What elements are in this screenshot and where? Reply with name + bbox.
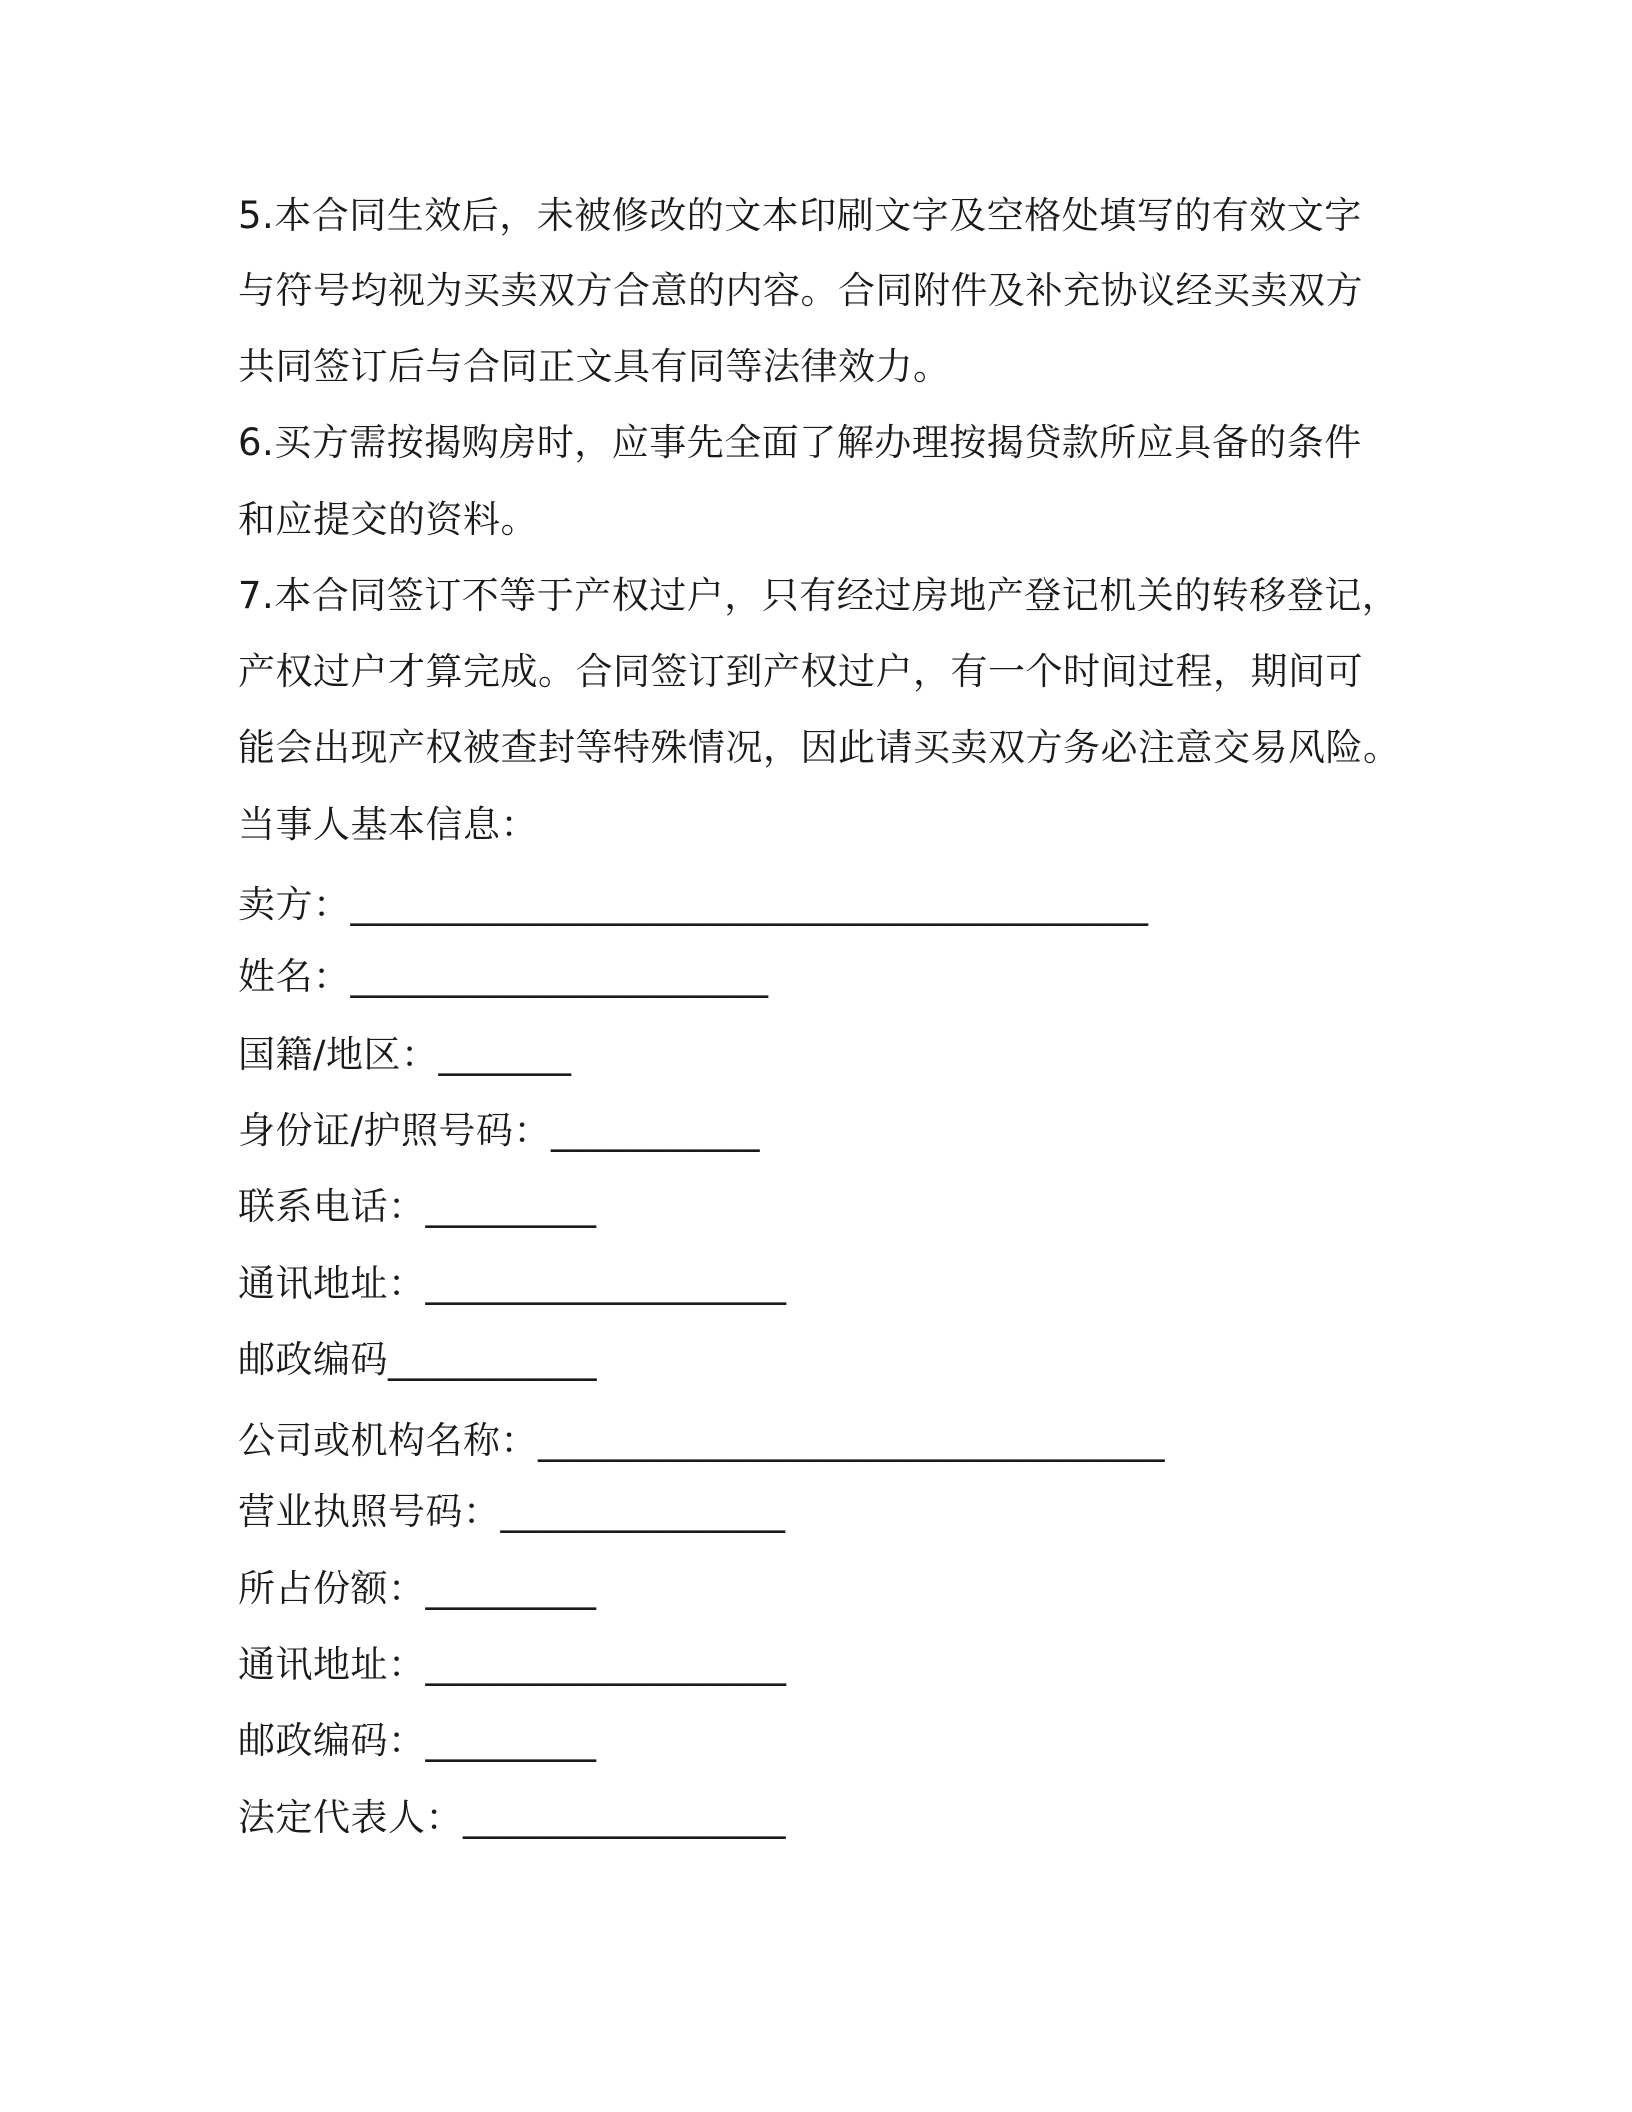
clause-7-line-2: 产权过户才算完成。合同签订到产权过户，有一个时间过程，期间可 <box>238 650 1363 693</box>
name-field: 姓名：______________________ <box>238 955 769 998</box>
legal-representative-field: 法定代表人：_________________ <box>238 1796 786 1839</box>
id-number-field: 身份证/护照号码：___________ <box>238 1109 760 1152</box>
clause-5-line-2: 与符号均视为买卖双方合意的内容。合同附件及补充协议经买卖双方 <box>238 269 1363 312</box>
seller-field: 卖方：__________________________________________ <box>238 883 1149 926</box>
clause-7-line-1: 7.本合同签订不等于产权过户，只有经过房地产登记机关的转移登记， <box>238 574 1400 617</box>
clause-5-line-3: 共同签订后与合同正文具有同等法律效力。 <box>238 345 951 388</box>
phone-field: 联系电话：_________ <box>238 1185 597 1228</box>
clause-6-line-1: 6.买方需按揭购房时，应事先全面了解办理按揭贷款所应具备的条件 <box>238 421 1362 464</box>
parties-heading: 当事人基本信息： <box>238 803 538 846</box>
clause-7-line-3: 能会出现产权被查封等特殊情况，因此请买卖双方务必注意交易风险。 <box>238 726 1401 769</box>
postcode-field: 邮政编码___________ <box>238 1338 597 1381</box>
address-field: 通讯地址：___________________ <box>238 1262 787 1305</box>
company-postcode-field: 邮政编码：_________ <box>238 1719 597 1762</box>
license-number-field: 营业执照号码：_______________ <box>238 1490 786 1533</box>
company-address-field: 通讯地址：___________________ <box>238 1643 787 1686</box>
company-name-field: 公司或机构名称：_________________________________ <box>238 1419 1165 1462</box>
clause-5-line-1: 5.本合同生效后，未被修改的文本印刷文字及空格处填写的有效文字 <box>238 194 1362 237</box>
nationality-field: 国籍/地区：_______ <box>238 1033 572 1076</box>
share-field: 所占份额：_________ <box>238 1567 597 1610</box>
clause-6-line-2: 和应提交的资料。 <box>238 498 538 541</box>
